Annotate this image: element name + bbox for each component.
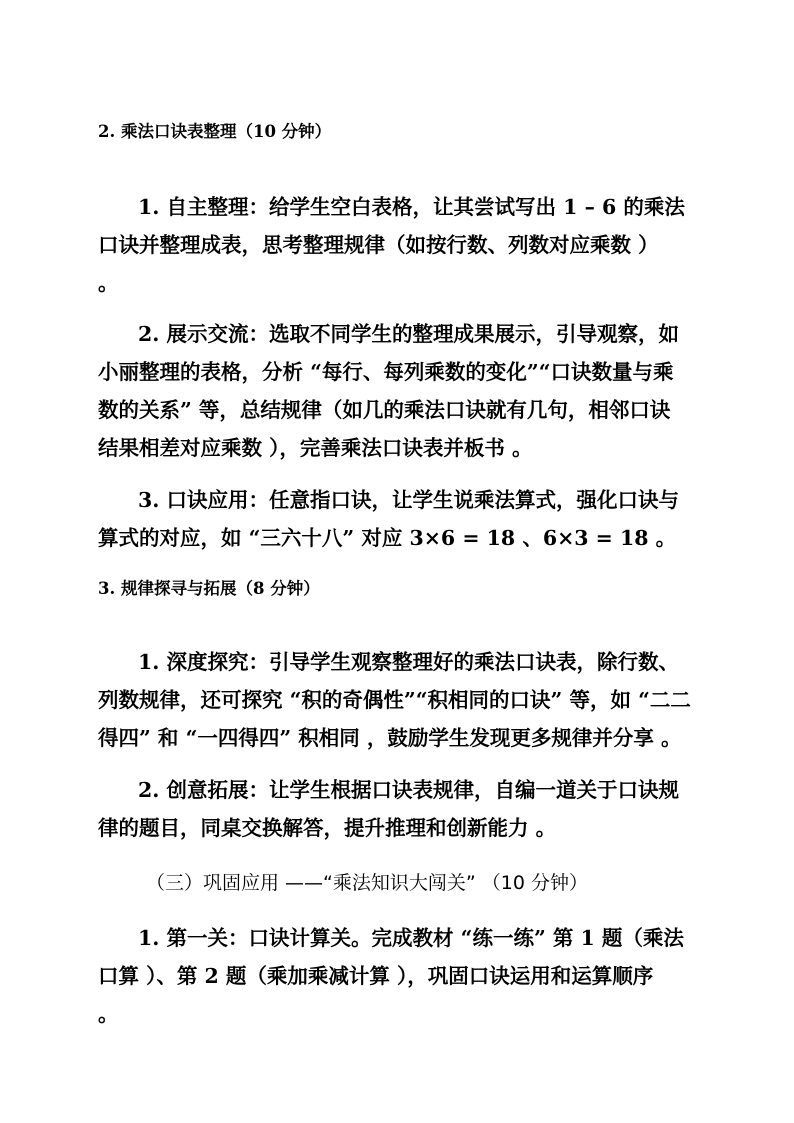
section-heading-rule-exploration: 3. 规律探寻与拓展（8 分钟） — [98, 579, 320, 598]
section-heading-multiplication-table: 2. 乘法口诀表整理（10 分钟） — [98, 122, 332, 141]
paragraph-deep-exploration-line-2: 列数规律，还可探究 “积的奇偶性”“积相同的口诀” 等，如 “二二 — [98, 688, 691, 712]
paragraph-level-one-line-3: 。 — [98, 1002, 119, 1026]
paragraph-creative-extension-line-2: 律的题目，同桌交换解答，提升推理和创新能力 。 — [98, 816, 557, 840]
paragraph-self-organize-line-1: 1. 自主整理：给学生空白表格，让其尝试写出 1 – 6 的乘法 — [138, 195, 685, 219]
paragraph-showcase-line-2: 小丽整理的表格，分析 “每行、每列乘数的变化”“口诀数量与乘 — [98, 360, 674, 384]
paragraph-deep-exploration-line-3: 得四” 和 “一四得四” 积相同 ，鼓励学生发现更多规律并分享 。 — [98, 726, 682, 750]
paragraph-self-organize-line-3: 。 — [98, 271, 119, 295]
paragraph-level-one-line-2: 口算 ）、第 2 题（乘加乘减计算 ），巩固口诀运用和运算顺序 — [98, 964, 654, 988]
paragraph-self-organize-line-2: 口诀并整理成表，思考整理规律（如按行数、列数对应乘数 ） — [98, 233, 659, 257]
paragraph-deep-exploration-line-1: 1. 深度探究：引导学生观察整理好的乘法口诀表，除行数、 — [138, 650, 680, 674]
part-title-consolidation: （三）巩固应用 ——“乘法知识大闯关” （10 分钟） — [146, 872, 588, 894]
paragraph-showcase-line-1: 2. 展示交流：选取不同学生的整理成果展示，引导观察，如 — [138, 322, 680, 346]
paragraph-level-one-line-1: 1. 第一关：口诀计算关。完成教材 “练一练” 第 1 题（乘法 — [138, 926, 684, 950]
paragraph-showcase-line-3: 数的关系” 等，总结规律（如几的乘法口诀就有几句，相邻口诀 — [98, 398, 671, 422]
paragraph-application-line-1: 3. 口诀应用：任意指口诀，让学生说乘法算式，强化口诀与 — [138, 488, 680, 512]
paragraph-application-line-2: 算式的对应，如 “三六十八” 对应 3×6 = 18 、6×3 = 18 。 — [98, 526, 677, 550]
paragraph-showcase-line-4: 结果相差对应乘数 ），完善乘法口诀表并板书 。 — [98, 436, 533, 460]
paragraph-creative-extension-line-1: 2. 创意拓展：让学生根据口诀表规律，自编一道关于口诀规 — [138, 778, 680, 802]
